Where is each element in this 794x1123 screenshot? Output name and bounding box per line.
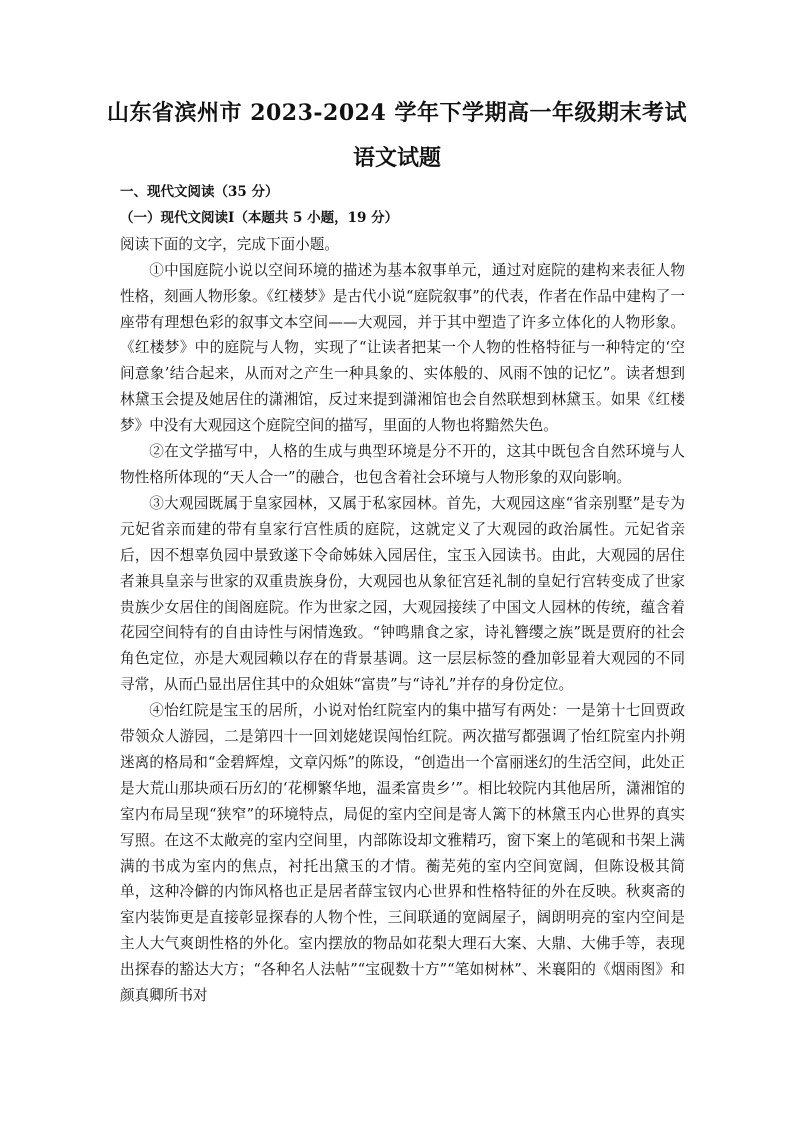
document-subtitle: 语文试题 bbox=[352, 145, 441, 171]
document-title: 山东省滨州市 2023-2024 学年下学期高一年级期末考试 bbox=[107, 100, 687, 126]
document-body bbox=[120, 180, 685, 1009]
paragraph-4: ④怡红院是宝玉的居所，小说对怡红院室内的集中描写有两处：一是第十七回贾政带领众人游园，二是第四十一回刘姥姥误闯怡红院。两次描写都强调了怡红院室内扑朔迷离的格局和“金碧辉煌，文章闪烁”的陈设，“创造出一个富丽迷幻的生活空间，此处正是大荒山那块顽石历幻的‘花柳繁华地，温柔富贵乡’”。相比较院内其他居所，潇湘馆的室内布局呈现“狭窄”的环境特点，局促的室内空间是寄人篱下的林黛玉内心世界的真实写照。在这不太敞亮的室内空间里，内部陈设却文雅精巧，窗下案上的笔砚和书架上满满的书成为室内的焦点，衬托出黛玉的才情。蘅芜苑的室内空间宽阔，但陈设极其简单，这种冷僻的内饰风格也正是居者薛宝钗内心世界和性格特征的外在反映。秋爽斋的室内装饰更是直接彰显探春的人物个性，三间联通的宽阔屋子，阔朗明亮的室内空间是主人大气爽朗性格的外化。室内摆放的物品如花梨大理石大案、大鼎、大佛手等，表现出探春的豁达大方；“各种名人法帖”“宝砚数十方”“笔如树林”、米襄阳的《烟雨图》和颜真卿所书对 bbox=[120, 702, 685, 1005]
subsection-heading: （一）现代文阅读Ⅰ（本题共 5 小题，19 分） bbox=[120, 209, 399, 226]
paragraph-1: ①中国庭院小说以空间环境的描述为基本叙事单元，通过对庭院的建构来表征人物性格，刻画人物形象。《红楼梦》是古代小说“庭院叙事”的代表，作者在作品中建构了一座带有理想色彩的叙事文本空间——大观园，并于其中塑造了许多立体化的人物形象。《红楼梦》中的庭院与人物，实现了“让读者把某一个人物的性格特征与一种特定的‘空间意象’结合起来，从而对之产生一种具象的、实体般的、风雨不蚀的记忆”。读者想到林黛玉会提及她居住的潇湘馆，反过来提到潇湘馆也会自然联想到林黛玉。如果《红楼梦》中没有大观园这个庭院空间的描写，里面的人物也将黯然失色。 bbox=[120, 261, 685, 435]
paragraph-3: ③大观园既属于皇家园林，又属于私家园林。首先，大观园这座“省亲别墅”是专为元妃省亲而建的带有皇家行宫性质的庭院，这就定义了大观园的政治属性。元妃省亲后，因不想辜负园中景致遂下令命姊妹入园居住，宝玉入园读书。由此，大观园的居住者兼具皇亲与世家的双重贵族身份，大观园也从象征宫廷礼制的皇妃行宫转变成了世家贵族少女居住的闺阁庭院。作为世家之园，大观园接续了中国文人园林的传统，蕴含着花园空间特有的自由诗性与闲情逸致。“钟鸣鼎食之家，诗礼簪缨之族”既是贾府的社会角色定位，亦是大观园赖以存在的背景基调。这一层层标签的叠加彰显着大观园的不同寻常，从而凸显出居住其中的众姐妹“富贵”与“诗礼”并存的身份定位。 bbox=[120, 494, 685, 694]
paragraph-2: ②在文学描写中，人格的生成与典型环境是分不开的，这其中既包含自然环境与人物性格所体现的“天人合一”的融合，也包含着社会环境与人物形象的双向影响。 bbox=[120, 443, 685, 486]
section-heading: 一、现代文阅读（35 分） bbox=[120, 184, 279, 200]
reading-instruction: 阅读下面的文字，完成下面小题。 bbox=[120, 235, 339, 253]
